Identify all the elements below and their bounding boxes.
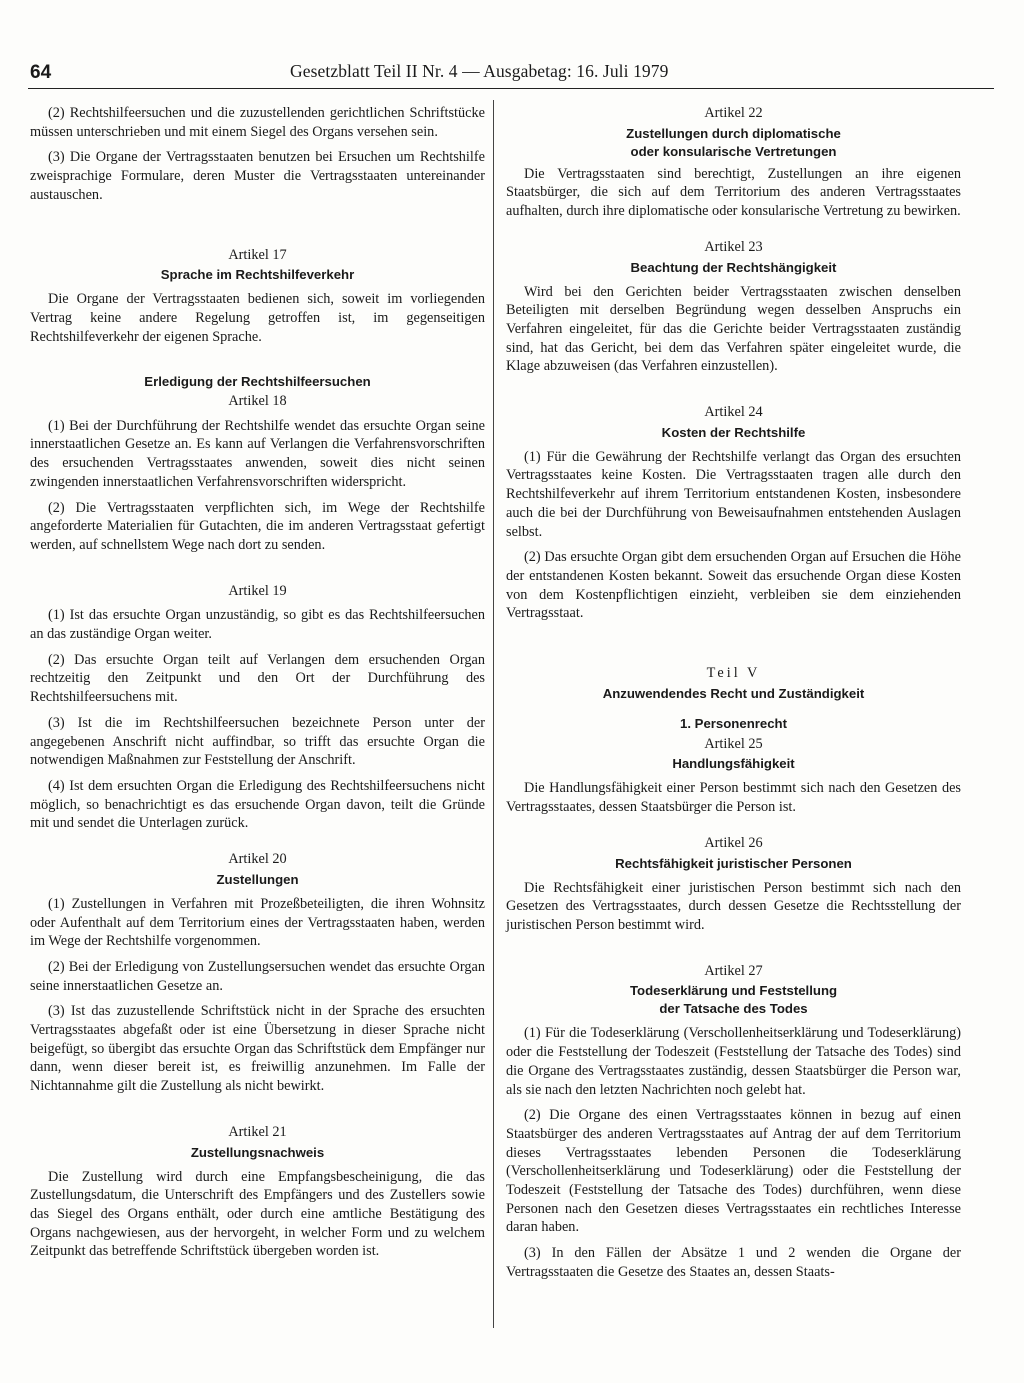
group-heading: Erledigung der Rechtshilfeersuchen — [144, 374, 371, 390]
article-title: Handlungsfähigkeit — [672, 756, 795, 772]
paragraph: (1) Bei der Durchführung der Rechtshilfe wendet das ersuchte Organ seine innerstaatlichen Gesetze an. Es kann auf Verlangen die Verfahrensvorschriften des ersuchenden Vertragsstaates anwenden, soweit dies nicht seinen zwingenden innerstaatlichen Verfahrensvorschriften widerspricht. — [30, 417, 485, 490]
paragraph: (1) Für die Todeserklärung (Verschollenheitserklärung und Todeserklärung) oder die Feststellung der Todeszeit (Feststellung der Tatsache des Todes) sind die Organe des Vertragsstaates zuständig, dessen Staatsbürger die Person war, als sie nach den letzten Nachrichten noch gelebt hat. — [506, 1025, 961, 1098]
article-title-line: der Tatsache des Todes — [659, 1001, 808, 1017]
left-column — [30, 104, 485, 1268]
paragraph: (2) Bei der Erledigung von Zustellungsersuchen wendet das ersuchte Organ seine innerstaatlichen Gesetze an. — [30, 958, 485, 994]
article-title: Rechtsfähigkeit juristischer Personen — [615, 855, 852, 871]
article-title — [506, 982, 961, 1018]
article-title — [506, 125, 961, 161]
column-divider — [493, 100, 494, 1328]
article-heading: Artikel 17 — [228, 246, 287, 263]
article-heading: Artikel 20 — [228, 851, 287, 868]
paragraph: Die Zustellung wird durch eine Empfangsbescheinigung, die das Zustellungsdatum, die Unterschrift des Empfängers und des Zustellers sowie das Siegel des Organs enthält, oder durch eine amtliche Bestätigung des Organs nachgewiesen, aus der hervorgeht, in welcher Form und zu welchem Zeitpunkt das betreffende Schriftstück übergeben worden ist. — [30, 1168, 485, 1260]
article-title-line: Todeserklärung und Feststellung — [629, 983, 838, 999]
page-header — [28, 58, 994, 89]
paragraph: (1) Zustellungen in Verfahren mit Prozeßbeteiligten, die ihren Wohnsitz oder Aufenthalt auf dem Territorium eines der Vertragsstaaten haben, werden im Wege der Rechtshilfe vorgenommen. — [30, 895, 485, 950]
running-head: Gesetzblatt Teil II Nr. 4 — Ausgabetag: 16. Juli 1979 — [290, 61, 669, 81]
paragraph: (3) Ist das zuzustellende Schriftstück nicht in der Sprache des ersuchten Vertragsstaates abgefaßt oder ist eine Übersetzung in dieser Sprache nicht beigefügt, so übergibt das ersuchte Organ das Schriftstück dem Empfänger nur dann, wenn dieser bereit ist, es freiwillig anzunehmen. Im Falle der Nichtannahme gilt die Zustellung als nicht bewirkt. — [30, 1003, 485, 1095]
paragraph: (3) Die Organe der Vertragsstaaten benutzen bei Ersuchen um Rechtshilfe zweisprachige Formulare, deren Muster die Vertragsstaaten untereinander austauschen. — [30, 149, 485, 203]
right-column — [506, 104, 961, 1289]
article-heading: Artikel 19 — [228, 582, 287, 599]
page-number: 64 — [30, 62, 52, 83]
article-title: Zustellungen — [216, 871, 299, 887]
article-title: Beachtung der Rechtshängigkeit — [630, 259, 837, 275]
article-heading: Artikel 24 — [704, 404, 763, 421]
paragraph: (2) Rechtshilfeersuchen und die zuzustellenden gerichtlichen Schriftstücke müssen unterschrieben und mit einem Siegel des Organs versehen sein. — [30, 105, 485, 140]
article-title-line: Zustellungen durch diplomatische — [626, 125, 841, 141]
paragraph: (3) Ist die im Rechtshilfeersuchen bezeichnete Person unter der angegebenen Anschrift nicht auffindbar, so trifft das ersuchte Organ die notwendigen Maßnahmen zur Feststellung der Anschrift. — [30, 714, 485, 769]
article-heading: Artikel 21 — [228, 1123, 287, 1140]
paragraph: (1) Für die Gewährung der Rechtshilfe verlangt das Organ des ersuchten Vertragsstaates keine Kosten. Die Vertragsstaaten tragen alle durch den Rechtshilfeverkehr auf ihrem Territorium entstandenen Kosten, insbesondere auch die bei der Durchführung von Beweisaufnahmen entstehenden Auslagen selbst. — [506, 448, 961, 540]
article-title: Zustellungsnachweis — [190, 1144, 325, 1160]
article-heading: Artikel 22 — [704, 105, 763, 121]
article-heading: Artikel 26 — [704, 834, 763, 851]
paragraph: Die Organe der Vertragsstaaten bedienen sich, soweit im vorliegenden Vertrag keine andere Regelung getroffen ist, im gegenseitigen Rechtshilfeverkehr der eigenen Sprache. — [30, 291, 485, 345]
article-heading: Artikel 25 — [704, 735, 763, 752]
paragraph: (1) Ist das ersuchte Organ unzuständig, so gibt es das Rechtshilfeersuchen an das zuständige Organ weiter. — [30, 607, 485, 643]
paragraph: (2) Die Vertragsstaaten verpflichten sich, im Wege der Rechtshilfe angeforderte Materialien für Gutachten, die im anderen Vertragsstaat gefertigt werden, auf schnellstem Wege nach dort zu senden. — [30, 499, 485, 553]
paragraph: (2) Das ersuchte Organ teilt auf Verlangen dem ersuchenden Organ rechtzeitig den Zeitpunkt und den Ort der Durchführung des Rechtshilfeersuchens mit. — [30, 651, 485, 706]
paragraph: (2) Die Organe des einen Vertragsstaates können in bezug auf einen Staatsbürger des anderen Vertragsstaates auf Antrag der auf dem Territorium dieses Vertragsstaates lebenden Personen die Todeserklärung (Verschollenheitserklärung und Todeserklärung) oder die Feststellung der Todeszeit (Feststellung der Tatsache des Todes) durchführen, wenn diese Personen nach den Gesetzen dieses Vertragsstaates ein rechtliches Interesse daran haben. — [506, 1107, 961, 1236]
article-title-line: oder konsularische Vertretungen — [630, 143, 837, 159]
paragraph: (4) Ist dem ersuchten Organ die Erledigung des Rechtshilfeersuchens nicht möglich, so benachrichtigt es das ersuchende Organ davon, teilt die Gründe mit und sendet die Unterlagen zurück. — [30, 777, 485, 832]
article-heading: Artikel 18 — [228, 393, 287, 410]
paragraph: (3) In den Fällen der Absätze 1 und 2 wenden die Organe der Vertragsstaaten die Gesetze des Staates an, dessen Staats- — [506, 1245, 961, 1280]
paragraph: Die Rechtsfähigkeit einer juristischen Person bestimmt sich nach den Gesetzen des Vertragsstaates, durch dessen Gesetze die Rechtsstellung der juristischen Person bestimmt wird. — [506, 879, 961, 933]
section-heading: 1. Personenrecht — [679, 715, 787, 731]
article-title: Kosten der Rechtshilfe — [661, 424, 806, 440]
paragraph: Wird bei den Gerichten beider Vertragsstaaten zwischen denselben Beteiligten mit derselben Begründung wegen desselben Anspruchs ein Verfahren eingeleitet, für das die Gerichte beider Vertragsstaaten zuständig sind, hat das Gericht, bei dem das Verfahren später eingeleitet wurde, die Klage abzuweisen (das Verfahren einzustellen). — [506, 283, 961, 375]
part-title: Anzuwendendes Recht und Zuständigkeit — [602, 685, 865, 701]
article-heading: Artikel 23 — [704, 238, 763, 255]
paragraph: (2) Das ersuchte Organ gibt dem ersuchenden Organ auf Ersuchen die Höhe der entstandenen Kosten bekannt. Soweit das ersuchende Organ diese Kosten von dem Kostenpflichtigen einzieht, verbleiben sie dem einziehenden Vertragsstaat. — [506, 549, 961, 622]
article-title: Sprache im Rechtshilfeverkehr — [160, 267, 355, 283]
article-heading: Artikel 27 — [704, 962, 763, 979]
paragraph: Die Handlungsfähigkeit einer Person bestimmt sich nach den Gesetzen des Vertragsstaates, dessen Staatsbürger die Person ist. — [506, 780, 961, 816]
part-heading: Teil V — [706, 665, 761, 682]
paragraph: Die Vertragsstaaten sind berechtigt, Zustellungen an ihre eigenen Staatsbürger, die sich auf dem Territorium des anderen Vertragsstaates aufhalten, durch ihre diplomatische oder konsularische Vertretung zu bewirken. — [506, 165, 961, 220]
